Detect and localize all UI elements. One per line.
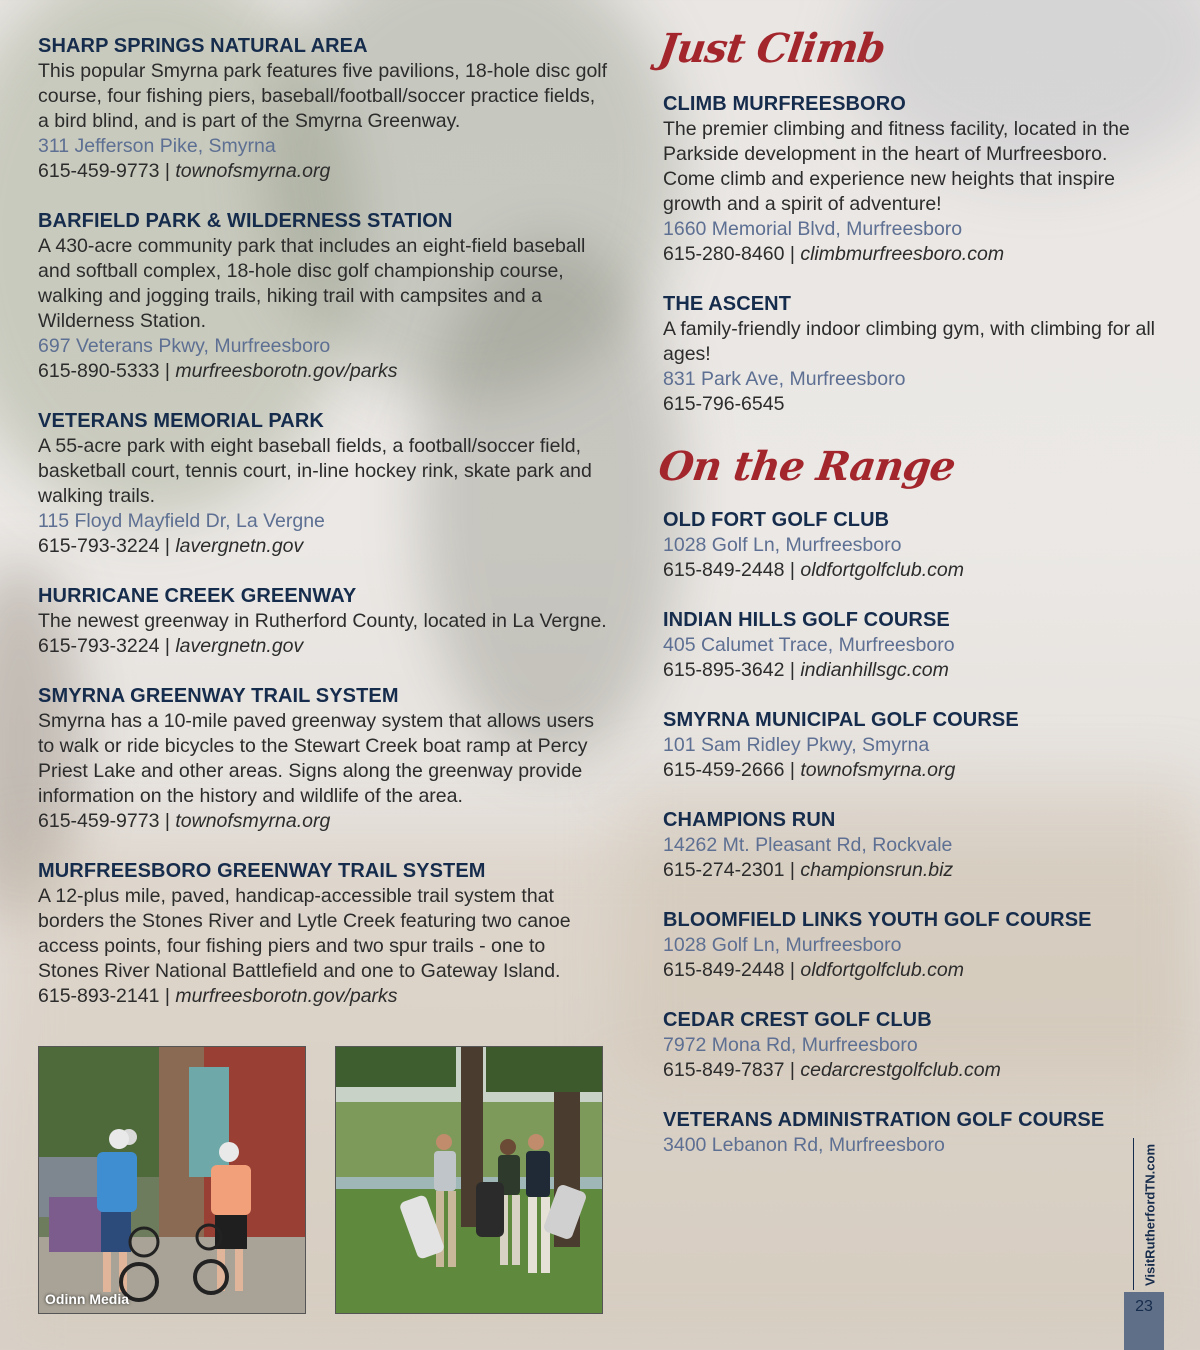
listing [663,1008,1163,1083]
listing-address: 1660 Memorial Blvd, Murfreesboro [663,218,963,240]
listing-contact [38,159,608,184]
listing-title: INDIAN HILLS GOLF COURSE [663,609,950,631]
listing-title: MURFREESBORO GREENWAY TRAIL SYSTEM [38,860,486,882]
listing-website-link[interactable]: murfreesborotn.gov/parks [175,360,398,382]
listing [663,92,1163,267]
listing-address: 831 Park Ave, Murfreesboro [663,368,906,390]
contact-separator: | [784,959,801,981]
listing-address: 101 Sam Ridley Pkwy, Smyrna [663,734,930,756]
cyclists-photo [38,1046,306,1314]
listing-phone: 615-793-3224 [38,635,160,657]
listing-title: BARFIELD PARK & WILDERNESS STATION [38,210,453,232]
side-url-text: VisitRutherfordTN.com [1142,1143,1158,1287]
listing-website-link[interactable]: townofsmyrna.org [175,810,331,832]
listing-contact [663,558,1163,583]
listing-contact [38,634,608,659]
contact-separator: | [784,659,801,681]
contact-separator: | [159,160,176,182]
listing-phone: 615-849-2448 [663,959,785,981]
listing-address: 1028 Golf Ln, Murfreesboro [663,534,902,556]
listing-website-link[interactable]: lavergnetn.gov [175,635,304,657]
listing-phone: 615-274-2301 [663,859,785,881]
listing [38,209,608,384]
listing [663,908,1163,983]
contact-separator: | [784,859,801,881]
listing-contact [663,242,1163,267]
listing-address: 1028 Golf Ln, Murfreesboro [663,934,902,956]
left-column [38,34,608,1034]
listing-address: 311 Jefferson Pike, Smyrna [38,135,276,157]
listing-contact [38,984,608,1009]
contact-separator: | [784,759,801,781]
listing-contact [663,958,1163,983]
range-list [663,508,1163,1158]
listing-contact [663,758,1163,783]
listing [663,292,1163,417]
listing-address: 3400 Lebanon Rd, Murfreesboro [663,1134,945,1156]
listing-description: A 12-plus mile, paved, handicap-accessible trail system that borders the Stones River and Lytle Creek featuring two canoe access points, four fishing piers and two spur trails - one to Stones River National Battlefield and one to Gateway Island. [38,885,571,982]
listing-website-link[interactable]: indianhillsgc.com [800,659,949,681]
listing-phone: 615-849-7837 [663,1059,785,1081]
listing-phone: 615-893-2141 [38,985,160,1007]
listing-contact [663,658,1163,683]
listing-title: VETERANS ADMINISTRATION GOLF COURSE [663,1109,1105,1131]
listing-phone: 615-895-3642 [663,659,785,681]
golfers-photo-art [336,1047,602,1313]
contact-separator: | [784,559,801,581]
listing-title: HURRICANE CREEK GREENWAY [38,585,357,607]
listing-description: This popular Smyrna park features five pavilions, 18-hole disc golf course, four fishing piers, baseball/football/soccer practice fields, a bird blind, and is part of the Smyrna Greenway. [38,60,608,132]
page-number: 23 [1124,1292,1164,1350]
listing-description: Smyrna has a 10-mile paved greenway system that allows users to walk or ride bicycles to the Stewart Creek boat ramp at Percy Priest Lake and other areas. Signs along the greenway provide information on the history and wildlife of the area. [38,710,594,807]
listing-phone: 615-796-6545 [663,393,785,415]
listing-contact [663,1058,1163,1083]
listing-contact [38,359,608,384]
listing-phone: 615-280-8460 [663,243,785,265]
right-column [655,24,1163,1183]
contact-separator: | [159,810,176,832]
contact-separator: | [784,1059,801,1081]
listing-contact [663,392,1163,417]
contact-separator: | [159,985,176,1007]
listing-website-link[interactable]: lavergnetn.gov [175,535,304,557]
listing-description: The newest greenway in Rutherford County, located in La Vergne. [38,610,607,632]
listing-description: A 55-acre park with eight baseball fields, a football/soccer field, basketball court, tennis court, in-line hockey rink, skate park and walking trails. [38,435,592,507]
listing-phone: 615-459-9773 [38,160,160,182]
listing-phone: 615-459-2666 [663,759,785,781]
listing-phone: 615-459-9773 [38,810,160,832]
contact-separator: | [159,635,176,657]
contact-separator: | [784,243,801,265]
listing-phone: 615-793-3224 [38,535,160,557]
listing-title: VETERANS MEMORIAL PARK [38,410,324,432]
listing [663,808,1163,883]
side-url [1140,1140,1160,1290]
listing-address: 7972 Mona Rd, Murfreesboro [663,1034,918,1056]
listing-website-link[interactable]: climbmurfreesboro.com [800,243,1005,265]
listing-website-link[interactable]: cedarcrestgolfclub.com [800,1059,1001,1081]
listing [663,1108,1163,1158]
listing-description: The premier climbing and fitness facility, located in the Parkside development in the heart of Murfreesboro. Come climb and experience new heights that inspire growth and a spirit of adventure! [663,118,1130,215]
listing-address: 697 Veterans Pkwy, Murfreesboro [38,335,331,357]
listing [38,584,608,659]
listing-contact [38,809,608,834]
listing-website-link[interactable]: championsrun.biz [800,859,954,881]
contact-separator: | [159,360,176,382]
listing [38,684,608,834]
listing-website-link[interactable]: townofsmyrna.org [175,160,331,182]
listing [663,608,1163,683]
listing-description: A 430-acre community park that includes an eight-field baseball and softball complex, 18-hole disc golf championship course, walking and jogging trails, hiking trail with campsites and a Wilderness Station. [38,235,586,332]
listing [38,859,608,1009]
listing-phone: 615-890-5333 [38,360,160,382]
listing-title: THE ASCENT [663,293,792,315]
listing-website-link[interactable]: murfreesborotn.gov/parks [175,985,398,1007]
listing-title: BLOOMFIELD LINKS YOUTH GOLF COURSE [663,909,1092,931]
listing-address: 115 Floyd Mayfield Dr, La Vergne [38,510,325,532]
listing-website-link[interactable]: oldfortgolfclub.com [800,959,965,981]
listing [38,34,608,184]
listing-title: CEDAR CREST GOLF CLUB [663,1009,932,1031]
listing-website-link[interactable]: oldfortgolfclub.com [800,559,965,581]
just-climb-heading: Just Climb [655,25,888,72]
listing-title: SMYRNA GREENWAY TRAIL SYSTEM [38,685,399,707]
listing-address: 405 Calumet Trace, Murfreesboro [663,634,955,656]
listing-contact [38,534,608,559]
listing-title: CHAMPIONS RUN [663,809,836,831]
listing [663,708,1163,783]
listing-description: A family-friendly indoor climbing gym, with climbing for all ages! [663,318,1156,365]
listing [663,508,1163,583]
side-rule [1133,1138,1134,1290]
on-the-range-heading: On the Range [655,443,958,490]
cyclists-photo-art [39,1047,305,1313]
golfers-photo [335,1046,603,1314]
listing-title: SHARP SPRINGS NATURAL AREA [38,35,368,57]
photo-credit: Odinn Media [45,1291,129,1307]
listing-address: 14262 Mt. Pleasant Rd, Rockvale [663,834,953,856]
listing-website-link[interactable]: townofsmyrna.org [800,759,956,781]
listing-title: OLD FORT GOLF CLUB [663,509,890,531]
listing [38,409,608,559]
contact-separator: | [159,535,176,557]
listing-phone: 615-849-2448 [663,559,785,581]
listing-title: SMYRNA MUNICIPAL GOLF COURSE [663,709,1019,731]
climb-list [663,92,1163,417]
listing-contact [663,858,1163,883]
listing-title: CLIMB MURFREESBORO [663,93,906,115]
